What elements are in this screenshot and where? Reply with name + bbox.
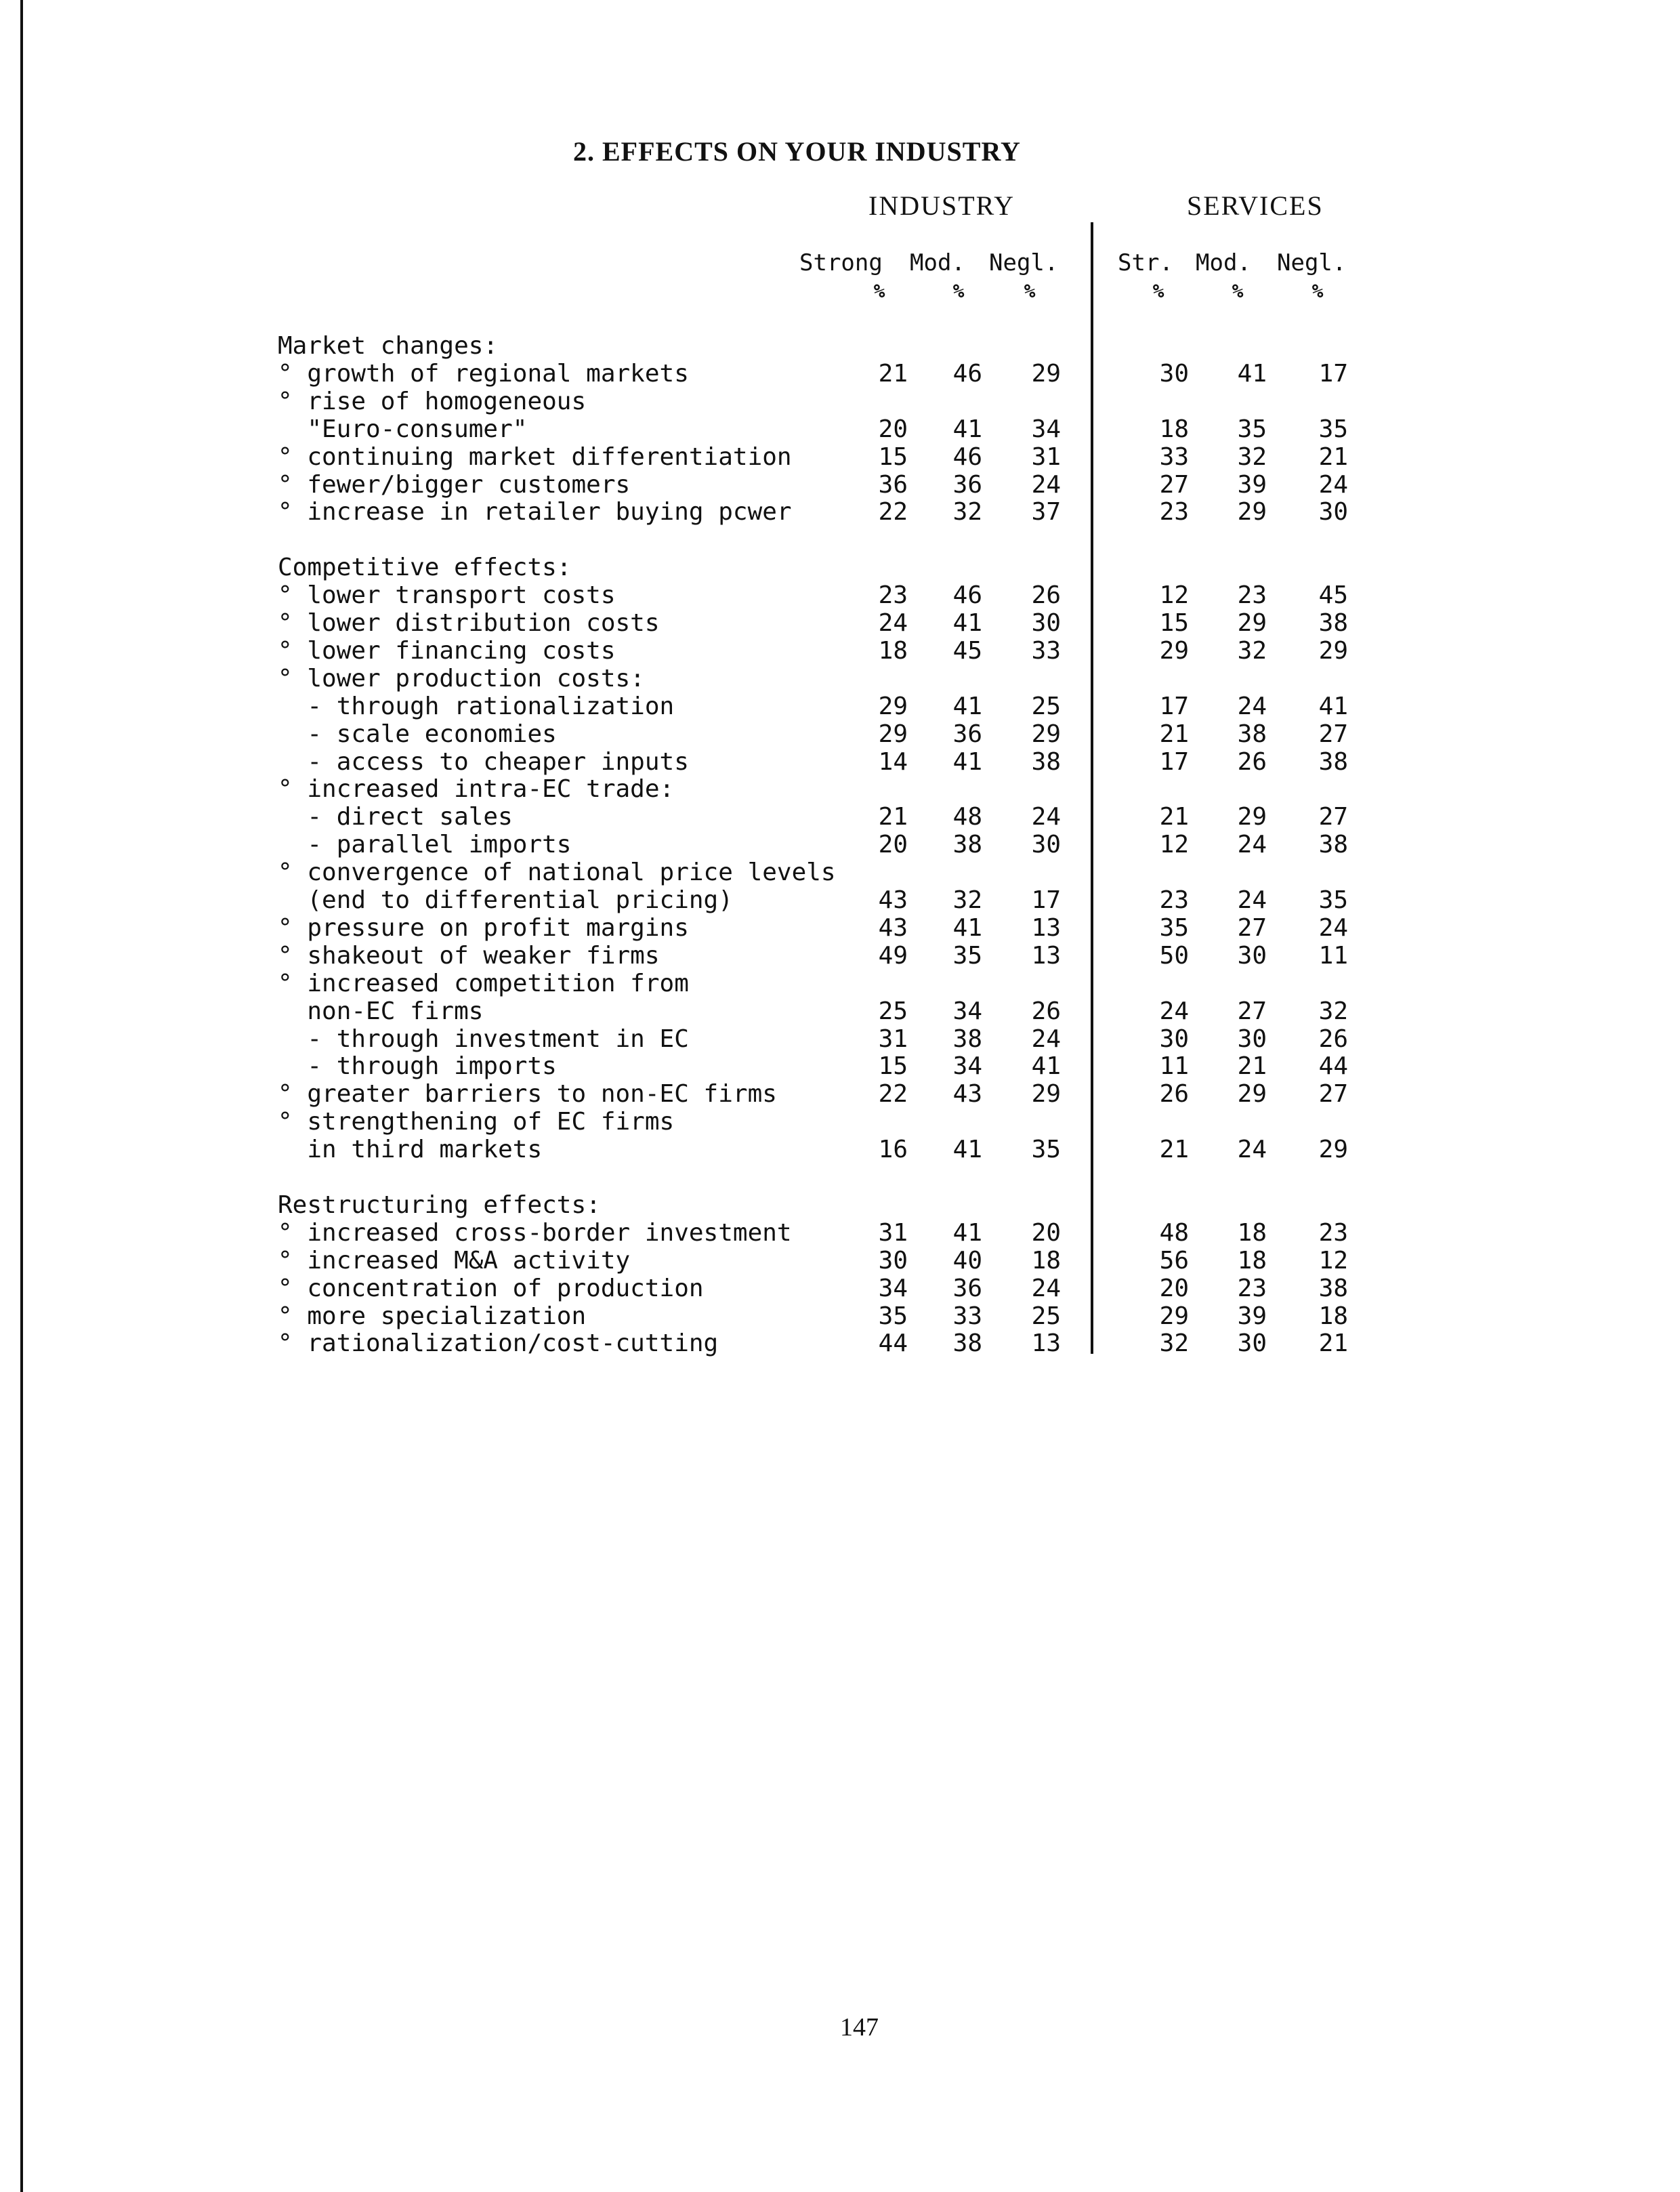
row-label: - scale economies	[278, 720, 557, 748]
row-label: ° more specialization	[278, 1302, 587, 1330]
table-row	[278, 914, 1389, 942]
row-label: ° shakeout of weaker firms	[278, 941, 660, 970]
row-label: - direct sales	[278, 803, 513, 831]
cell-industry-negl: 25	[1031, 692, 1061, 720]
cell-industry-mod: 46	[952, 359, 982, 388]
col-industry-mod: Mod.	[910, 249, 965, 276]
cell-services-negl: 38	[1318, 609, 1348, 637]
section-heading-row	[278, 1108, 1389, 1136]
cell-services-str: 29	[1159, 1302, 1189, 1330]
cell-services-negl: 30	[1318, 498, 1348, 526]
cell-services-mod: 30	[1237, 1025, 1267, 1053]
row-label: - through rationalization	[278, 692, 675, 720]
cell-services-str: 35	[1159, 913, 1189, 942]
unit-industry-strong: %	[873, 280, 885, 302]
cell-industry-negl: 29	[1031, 359, 1061, 388]
cell-services-str: 20	[1159, 1274, 1189, 1302]
cell-services-str: 23	[1159, 886, 1189, 914]
cell-services-mod: 41	[1237, 359, 1267, 388]
cell-industry-strong: 20	[878, 415, 908, 443]
row-label: ° increase in retailer buying pcwer	[278, 498, 792, 526]
table-row	[278, 803, 1389, 831]
cell-industry-strong: 29	[878, 720, 908, 748]
cell-services-mod: 32	[1237, 636, 1267, 665]
cell-industry-mod: 36	[952, 1274, 982, 1302]
cell-services-negl: 35	[1318, 415, 1348, 443]
cell-services-str: 12	[1159, 581, 1189, 610]
cell-industry-negl: 29	[1031, 1080, 1061, 1109]
row-label: ° increased M&A activity	[278, 1246, 631, 1275]
cell-services-mod: 24	[1237, 886, 1267, 914]
cell-industry-mod: 46	[952, 442, 982, 471]
unit-services-mod: %	[1232, 280, 1244, 302]
cell-services-mod: 27	[1237, 913, 1267, 942]
section-heading-row	[278, 775, 1389, 803]
row-label: ° lower transport costs	[278, 581, 616, 610]
row-label: ° concentration of production	[278, 1274, 704, 1302]
row-label: Market changes:	[278, 332, 499, 360]
cell-services-str: 21	[1159, 720, 1189, 748]
cell-services-str: 23	[1159, 498, 1189, 526]
cell-services-str: 24	[1159, 997, 1189, 1025]
cell-services-mod: 18	[1237, 1246, 1267, 1275]
binding-edge-line	[20, 0, 23, 2192]
cell-industry-strong: 31	[878, 1025, 908, 1053]
cell-services-mod: 35	[1237, 415, 1267, 443]
row-label: in third markets	[278, 1136, 543, 1164]
cell-services-negl: 38	[1318, 747, 1348, 776]
col-services-str: Str.	[1118, 249, 1173, 276]
cell-services-mod: 39	[1237, 1302, 1267, 1330]
cell-industry-negl: 13	[1031, 1329, 1061, 1358]
cell-services-mod: 23	[1237, 581, 1267, 610]
cell-services-negl: 27	[1318, 720, 1348, 748]
cell-services-str: 15	[1159, 609, 1189, 637]
table-row	[278, 748, 1389, 776]
cell-industry-mod: 45	[952, 636, 982, 665]
col-services-mod: Mod.	[1196, 249, 1251, 276]
table-row	[278, 415, 1389, 443]
table-row	[278, 997, 1389, 1025]
cell-industry-negl: 31	[1031, 442, 1061, 471]
unit-industry-negl: %	[1024, 280, 1036, 302]
table-row	[278, 1080, 1389, 1108]
section-heading-row	[278, 1191, 1389, 1219]
cell-services-mod: 29	[1237, 609, 1267, 637]
cell-services-negl: 35	[1318, 886, 1348, 914]
row-label: - access to cheaper inputs	[278, 747, 689, 776]
cell-industry-negl: 24	[1031, 803, 1061, 831]
section-title: 2. EFFECTS ON YOUR INDUSTRY	[573, 136, 1021, 167]
cell-services-str: 18	[1159, 415, 1189, 443]
cell-industry-strong: 25	[878, 997, 908, 1025]
cell-industry-mod: 41	[952, 415, 982, 443]
cell-industry-negl: 24	[1031, 1025, 1061, 1053]
cell-services-str: 32	[1159, 1329, 1189, 1358]
cell-services-negl: 21	[1318, 1329, 1348, 1358]
cell-services-str: 11	[1159, 1052, 1189, 1081]
section-heading-row	[278, 859, 1389, 886]
cell-services-mod: 24	[1237, 1136, 1267, 1164]
cell-industry-mod: 46	[952, 581, 982, 610]
cell-industry-negl: 26	[1031, 997, 1061, 1025]
row-label: ° lower distribution costs	[278, 609, 660, 637]
cell-industry-mod: 32	[952, 886, 982, 914]
page-number: 147	[840, 2013, 879, 2042]
cell-industry-mod: 48	[952, 803, 982, 831]
cell-services-negl: 44	[1318, 1052, 1348, 1081]
cell-services-negl: 29	[1318, 636, 1348, 665]
cell-industry-mod: 32	[952, 498, 982, 526]
table-row	[278, 1052, 1389, 1080]
table-row	[278, 1329, 1389, 1357]
cell-industry-negl: 35	[1031, 1136, 1061, 1164]
cell-services-mod: 29	[1237, 1080, 1267, 1109]
cell-industry-strong: 20	[878, 831, 908, 859]
row-label: ° convergence of national price levels	[278, 859, 836, 887]
cell-services-str: 17	[1159, 692, 1189, 720]
cell-services-str: 48	[1159, 1218, 1189, 1247]
row-label: ° lower production costs:	[278, 664, 645, 692]
cell-services-negl: 24	[1318, 913, 1348, 942]
cell-industry-strong: 43	[878, 886, 908, 914]
cell-industry-mod: 41	[952, 1218, 982, 1247]
cell-services-negl: 12	[1318, 1246, 1348, 1275]
cell-services-str: 33	[1159, 442, 1189, 471]
unit-industry-mod: %	[952, 280, 965, 302]
cell-services-mod: 29	[1237, 498, 1267, 526]
cell-services-mod: 23	[1237, 1274, 1267, 1302]
table-row	[278, 1025, 1389, 1053]
cell-industry-strong: 21	[878, 359, 908, 388]
row-label: ° increased cross-border investment	[278, 1218, 792, 1247]
cell-industry-strong: 49	[878, 941, 908, 970]
cell-industry-negl: 24	[1031, 1274, 1061, 1302]
row-label: ° rationalization/cost-cutting	[278, 1329, 719, 1358]
cell-industry-strong: 29	[878, 692, 908, 720]
table-row	[278, 498, 1389, 526]
cell-industry-negl: 30	[1031, 831, 1061, 859]
cell-industry-strong: 14	[878, 747, 908, 776]
cell-services-negl: 18	[1318, 1302, 1348, 1330]
cell-industry-mod: 36	[952, 720, 982, 748]
cell-industry-strong: 15	[878, 442, 908, 471]
cell-industry-mod: 40	[952, 1246, 982, 1275]
row-label: ° increased intra-EC trade:	[278, 775, 675, 804]
col-industry-negl: Negl.	[989, 249, 1059, 276]
cell-industry-mod: 41	[952, 913, 982, 942]
table-row	[278, 1247, 1389, 1275]
cell-services-str: 29	[1159, 636, 1189, 665]
cell-services-str: 30	[1159, 1025, 1189, 1053]
section-heading-row	[278, 665, 1389, 692]
cell-industry-strong: 34	[878, 1274, 908, 1302]
table-row	[278, 1136, 1389, 1163]
table-row	[278, 637, 1389, 665]
cell-services-str: 12	[1159, 831, 1189, 859]
row-label: ° pressure on profit margins	[278, 913, 689, 942]
row-label: Competitive effects:	[278, 554, 572, 582]
cell-industry-negl: 29	[1031, 720, 1061, 748]
cell-industry-negl: 38	[1031, 747, 1061, 776]
services-group-header: SERVICES	[1187, 190, 1324, 221]
cell-industry-negl: 18	[1031, 1246, 1061, 1275]
table-row	[278, 831, 1389, 859]
table-row	[278, 886, 1389, 914]
cell-industry-mod: 41	[952, 609, 982, 637]
cell-services-negl: 23	[1318, 1218, 1348, 1247]
cell-industry-strong: 23	[878, 581, 908, 610]
cell-services-str: 30	[1159, 359, 1189, 388]
cell-services-negl: 45	[1318, 581, 1348, 610]
cell-services-str: 21	[1159, 803, 1189, 831]
cell-services-negl: 17	[1318, 359, 1348, 388]
cell-industry-strong: 15	[878, 1052, 908, 1081]
section-heading-row	[278, 332, 1389, 360]
table-row	[278, 720, 1389, 748]
cell-industry-strong: 24	[878, 609, 908, 637]
section-heading-row	[278, 388, 1389, 415]
cell-industry-strong: 35	[878, 1302, 908, 1330]
cell-services-str: 27	[1159, 470, 1189, 499]
cell-services-mod: 39	[1237, 470, 1267, 499]
row-label: ° strengthening of EC firms	[278, 1108, 675, 1136]
cell-services-negl: 38	[1318, 831, 1348, 859]
table-row	[278, 581, 1389, 609]
cell-industry-strong: 21	[878, 803, 908, 831]
cell-industry-strong: 22	[878, 1080, 908, 1109]
cell-industry-negl: 13	[1031, 941, 1061, 970]
unit-services-negl: %	[1311, 280, 1324, 302]
cell-services-mod: 18	[1237, 1218, 1267, 1247]
cell-services-str: 21	[1159, 1136, 1189, 1164]
cell-industry-mod: 35	[952, 941, 982, 970]
row-label: - parallel imports	[278, 831, 572, 859]
row-label: ° increased competition from	[278, 969, 689, 997]
cell-services-negl: 21	[1318, 442, 1348, 471]
spacer-row	[278, 526, 1389, 554]
cell-industry-negl: 37	[1031, 498, 1061, 526]
cell-industry-strong: 22	[878, 498, 908, 526]
cell-services-negl: 41	[1318, 692, 1348, 720]
cell-services-str: 56	[1159, 1246, 1189, 1275]
cell-services-negl: 27	[1318, 803, 1348, 831]
cell-services-mod: 24	[1237, 831, 1267, 859]
cell-services-mod: 29	[1237, 803, 1267, 831]
row-label: - through imports	[278, 1052, 557, 1081]
section-heading-row	[278, 970, 1389, 997]
cell-services-mod: 32	[1237, 442, 1267, 471]
row-label: "Euro-consumer"	[278, 415, 528, 443]
row-label: non-EC firms	[278, 997, 484, 1025]
cell-industry-negl: 20	[1031, 1218, 1061, 1247]
cell-industry-negl: 24	[1031, 470, 1061, 499]
industry-group-header: INDUSTRY	[868, 190, 1015, 221]
cell-services-mod: 21	[1237, 1052, 1267, 1081]
cell-industry-strong: 16	[878, 1136, 908, 1164]
cell-industry-negl: 25	[1031, 1302, 1061, 1330]
table-row	[278, 1275, 1389, 1302]
row-label: ° lower financing costs	[278, 636, 616, 665]
cell-industry-mod: 34	[952, 997, 982, 1025]
cell-services-negl: 24	[1318, 470, 1348, 499]
cell-industry-mod: 34	[952, 1052, 982, 1081]
cell-services-negl: 27	[1318, 1080, 1348, 1109]
spacer-row	[278, 1163, 1389, 1191]
cell-industry-negl: 41	[1031, 1052, 1061, 1081]
cell-services-mod: 26	[1237, 747, 1267, 776]
cell-services-mod: 30	[1237, 1329, 1267, 1358]
section-heading-row	[278, 554, 1389, 581]
cell-services-negl: 38	[1318, 1274, 1348, 1302]
row-label: (end to differential pricing)	[278, 886, 733, 914]
cell-services-mod: 38	[1237, 720, 1267, 748]
table-row	[278, 609, 1389, 637]
col-services-negl: Negl.	[1277, 249, 1347, 276]
cell-industry-strong: 18	[878, 636, 908, 665]
row-label: ° rise of homogeneous	[278, 387, 587, 415]
cell-services-str: 26	[1159, 1080, 1189, 1109]
table-row	[278, 471, 1389, 499]
cell-industry-negl: 33	[1031, 636, 1061, 665]
cell-services-negl: 11	[1318, 941, 1348, 970]
cell-industry-negl: 26	[1031, 581, 1061, 610]
cell-services-negl: 32	[1318, 997, 1348, 1025]
cell-industry-strong: 36	[878, 470, 908, 499]
cell-industry-mod: 41	[952, 747, 982, 776]
cell-industry-mod: 36	[952, 470, 982, 499]
row-label: Restructuring effects:	[278, 1191, 601, 1219]
row-label: ° continuing market differentiation	[278, 442, 792, 471]
cell-industry-mod: 38	[952, 831, 982, 859]
cell-industry-negl: 17	[1031, 886, 1061, 914]
table-row	[278, 360, 1389, 388]
cell-industry-mod: 38	[952, 1329, 982, 1358]
table-row	[278, 443, 1389, 471]
cell-services-negl: 26	[1318, 1025, 1348, 1053]
col-industry-strong: Strong	[799, 249, 883, 276]
cell-industry-mod: 33	[952, 1302, 982, 1330]
cell-services-mod: 24	[1237, 692, 1267, 720]
cell-services-mod: 30	[1237, 941, 1267, 970]
cell-industry-strong: 31	[878, 1218, 908, 1247]
table-row	[278, 942, 1389, 970]
cell-industry-mod: 43	[952, 1080, 982, 1109]
table-row	[278, 1219, 1389, 1247]
cell-industry-negl: 13	[1031, 913, 1061, 942]
cell-industry-mod: 41	[952, 692, 982, 720]
row-label: ° growth of regional markets	[278, 359, 689, 388]
cell-industry-negl: 30	[1031, 609, 1061, 637]
row-label: ° fewer/bigger customers	[278, 470, 631, 499]
cell-industry-strong: 30	[878, 1246, 908, 1275]
table-row	[278, 692, 1389, 720]
cell-industry-strong: 43	[878, 913, 908, 942]
cell-industry-mod: 41	[952, 1136, 982, 1164]
cell-industry-strong: 44	[878, 1329, 908, 1358]
table-row	[278, 1302, 1389, 1330]
cell-services-str: 50	[1159, 941, 1189, 970]
unit-services-str: %	[1152, 280, 1164, 302]
cell-industry-negl: 34	[1031, 415, 1061, 443]
row-label: ° greater barriers to non-EC firms	[278, 1080, 777, 1109]
cell-services-negl: 29	[1318, 1136, 1348, 1164]
row-label: - through investment in EC	[278, 1025, 689, 1053]
cell-services-str: 17	[1159, 747, 1189, 776]
cell-industry-mod: 38	[952, 1025, 982, 1053]
cell-services-mod: 27	[1237, 997, 1267, 1025]
